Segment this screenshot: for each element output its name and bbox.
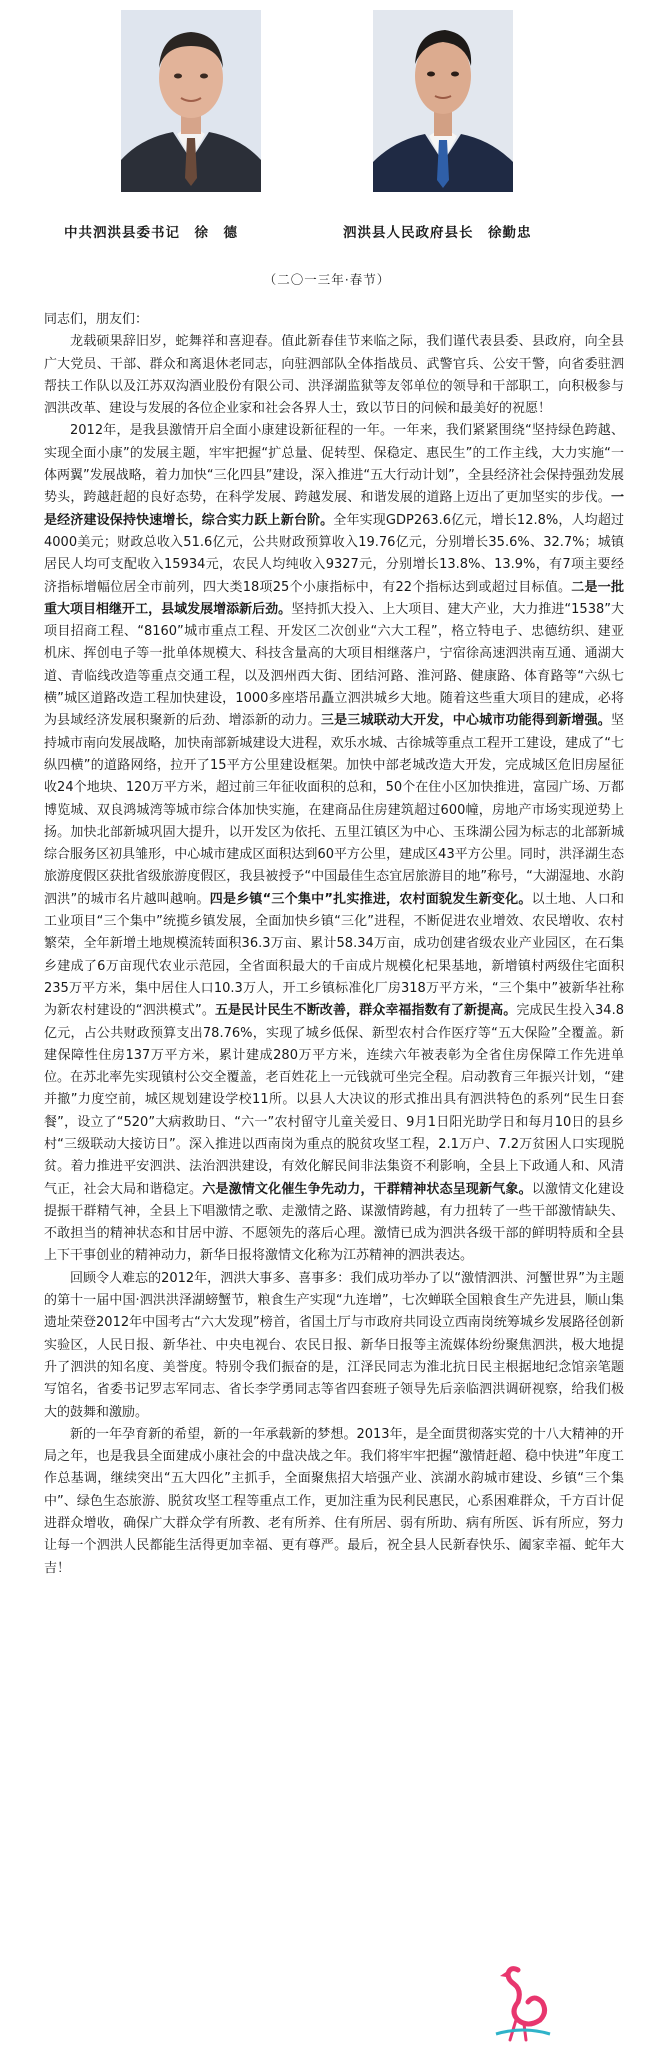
highlight-heading: 一是经济建设保持快速增长，综合实力跃上新台阶。 [44,490,624,528]
paragraph [44,420,624,1267]
paragraph [44,1424,624,1580]
paragraph-text: 完成民生投入34.8亿元，占公共财政预算支出78.76%，实现了城乡低保、新型农村合作医疗等“五大保险”全覆盖。新建保障性住房137万平方米，累计建成280万平方米，连续六年被表彰为全省住房保障工作先进单位。在苏北率先实现镇村公交全覆盖，老百姓花上一元钱就可坐完全程。启动教育三年振兴计划，“建并撤”力度空前，城区规划建设学校11所。以县人大决议的形式推出具有泗洪特色的系列“民生日套餐”，设立了“520”大病救助日、“六一”农村留守儿童关爱日、9月1日阳光助学日和每月10日的县乡村“三级联动大接访日”。深入推进以西南岗为重点的脱贫攻坚工程，2.1万户、7.2万贫困人口实现脱贫。着力推进平安泗洪、法治泗洪建设，有效化解民间非法集资不利影响，全县上下政通人和、风清气正，社会大局和谐稳定。 [44,1003,624,1197]
portrait-county-mayor [373,10,513,192]
letter-date: （二〇一三年·春节） [263,272,391,287]
paragraph-text: 新的一年孕育新的希望，新的一年承载新的梦想。2013年，是全面贯彻落实党的十八大精神的开局之年，也是我县全面建成小康社会的中盘决战之年。我们将牢牢把握“激情赶超、稳中快进”年度工作总基调，继续突出“五大四化”主抓手，全面聚焦招大培强产业、滨湖水韵城市建设、乡镇“三个集中”、绿色生态旅游、脱贫攻坚工程等重点工作，更加注重为民利民惠民，心系困难群众，千方百计促进群众增收，确保广大群众学有所教、老有所养、住有所居、弱有所助、病有所医、诉有所应，努力让每一个泗洪人民都能生活得更加幸福、更有尊严。最后，祝全县人民新春快乐、阖家幸福、蛇年大吉！ [44,1426,624,1576]
paragraph-text: 以土地、人口和工业项目“三个集中”统揽乡镇发展，全面加快乡镇“三化”进程，不断促进农业增效、农民增收、农村繁荣，全年新增土地规模流转面积36.3万亩、累计58.34万亩，成功创建省级农业产业园区，在石集乡建成了6万亩现代农业示范园，全省面积最大的千亩成片规模化杞果基地，新增镇村两级住宅面积235万平方米，集中居住人口10.3万人，开工乡镇标准化厂房318万平方米，“三个集中”被新华社称为新农村建设的“泗洪模式”。 [44,891,624,1019]
leader-photos [0,10,654,240]
paragraph-text: 龙载硕果辞旧岁，蛇舞祥和喜迎春。值此新春佳节来临之际，我们谨代表县委、县政府，向全县广大党员、干部、群众和离退休老同志，向驻泗部队全体指战员、武警官兵、公安干警，向省委驻泗帮扶工作队以及江苏双沟酒业股份有限公司、洪泽湖监狱等友邻单位的领导和干部职工，向积极参与泗洪改革、建设与发展的各位企业家和社会各界人士，致以节日的问候和最美好的祝愿！ [44,334,624,417]
highlight-heading: 五是民计民生不断改善，群众幸福指数有了新提高。 [214,1003,517,1019]
paragraph-text: 以激情文化建设提振干群精气神，全县上下唱激情之歌、走激情之路、谋激情跨越，有力扭转了一些干部激情缺失、不敢担当的精神状态和甘居中游、不愿领先的落后心理。激情已成为泗洪各级干部的鲜明特质和全县上下干事创业的精神动力，新华日报将激情文化称为江苏精神的泗洪表达。 [44,1181,624,1264]
highlight-heading: 二是一批重大项目相继开工，县域发展增添新后劲。 [44,579,624,617]
highlight-heading: 三是三城联动大开发，中心城市功能得到新增强。 [320,713,611,729]
caption-party-secretary: 中共泗洪县委书记 徐 德 [64,225,238,241]
letter-body [44,309,624,1580]
paragraph [44,1268,624,1424]
paragraph-text: 回顾令人难忘的2012年，泗洪大事多、喜事多：我们成功举办了以“激情泗洪、河蟹世界”为主题的第十一届中国·泗洪洪泽湖螃蟹节，粮食生产实现“九连增”，七次蝉联全国粮食生产先进县，顺山集遗址荣登2012年中国考古“六大发现”榜首，省国土厅与市政府共同设立西南岗统筹城乡发展路径创新实验区，人民日报、新华社、中央电视台、农民日报、新华日报等主流媒体纷纷聚焦泗洪，极大地提升了泗洪的知名度、美誉度。特别令我们振奋的是，江泽民同志为淮北抗日民主根据地纪念馆亲笔题写馆名，省委书记罗志军同志、省长李学勇同志等省四套班子领导先后亲临泗洪调研视察，给我们极大的鼓舞和激励。 [44,1270,624,1420]
greeting: 同志们，朋友们： [44,312,149,327]
paragraph-text: 坚持抓大投入、上大项目、建大产业，大力推进“1538”大项目招商工程、“8160”城市重点工程、开发区二次创业“六大工程”，格立特电子、忠德纺织、建亚机床、挥创电子等一批单体规模大、科技含量高的大项目相继落户，宁宿徐高速泗洪南互通、通湖大道、青临线改造等重点交通工程，以及泗州西大街、团结河路、淮河路、健康路、体育路等“六纵七横”城区道路改造工程加快建设，1000多座塔吊矗立泗洪城乡大地。随着这些重大项目的建成，必将为县域经济发展积聚新的后劲、增添新的动力。 [44,601,624,729]
paragraph-text: 坚持城市南向发展战略，加快南部新城建设大进程，欢乐水城、古徐城等重点工程开工建设，建成了“七纵四横”的道路网络，拉开了15平方公里建设框架。加快中部老城改造大开发，完成城区危旧房屋征收24个地块、120万平方米，超过前三年征收面积的总和，50个在住小区加快推进，富园广场、万都博览城、双良鸿城湾等城市综合体加快实施，在建商品住房建筑超过600幢，房地产市场实现逆势上扬。加快北部新城巩固大提升，以开发区为依托、五里江镇区为中心、玉珠湖公园为标志的北部新城综合服务区初具雏形，中心城市建成区面积达到60平方公里，建成区43平方公里。同时，洪泽湖生态旅游度假区获批省级旅游度假区，我县被授予“中国最佳生态宜居旅游目的地”称号，“大湖湿地、水韵泗洪”的城市名片越叫越响。 [44,713,624,907]
portrait-party-secretary [121,10,261,192]
paragraph [44,331,624,420]
paragraph-text: 2012年，是我县激情开启全面小康建设新征程的一年。一年来，我们紧紧围绕“坚持绿色跨越、实现全面小康”的发展主题，牢牢把握“扩总量、促转型、保稳定、惠民生”的工作主线，大力实施“一体两翼”发展战略，着力加快“三化四县”建设，深入推进“五大行动计划”，全县经济社会保持强劲发展势头，跨越赶超的良好态势，在科学发展、跨越发展、和谐发展的道路上迈出了更加坚实的步伐。 [44,423,624,506]
caption-county-mayor: 泗洪县人民政府县长 徐勤忠 [343,225,532,241]
paragraph-text: 全年实现GDP263.6亿元，增长12.8%，人均超过4000美元；财政总收入51.6亿元，公共财政预算收入19.76亿元，分别增长35.6%、32.7%；城镇居民人均可支配收入15934元，农民人均纯收入9327元，分别增长13.8%、13.9%，有7项主要经济指标增幅位居全市前列，四大类18项25个小康指标中，有22个指标达到或超过目标值。 [44,512,624,595]
highlight-heading: 六是激情文化催生争先动力，干群精神状态呈现新气象。 [202,1181,532,1197]
highlight-heading: 四是乡镇“三个集中”扎实推进，农村面貌发生新变化。 [209,891,532,907]
flamingo-logo [488,1962,558,2042]
